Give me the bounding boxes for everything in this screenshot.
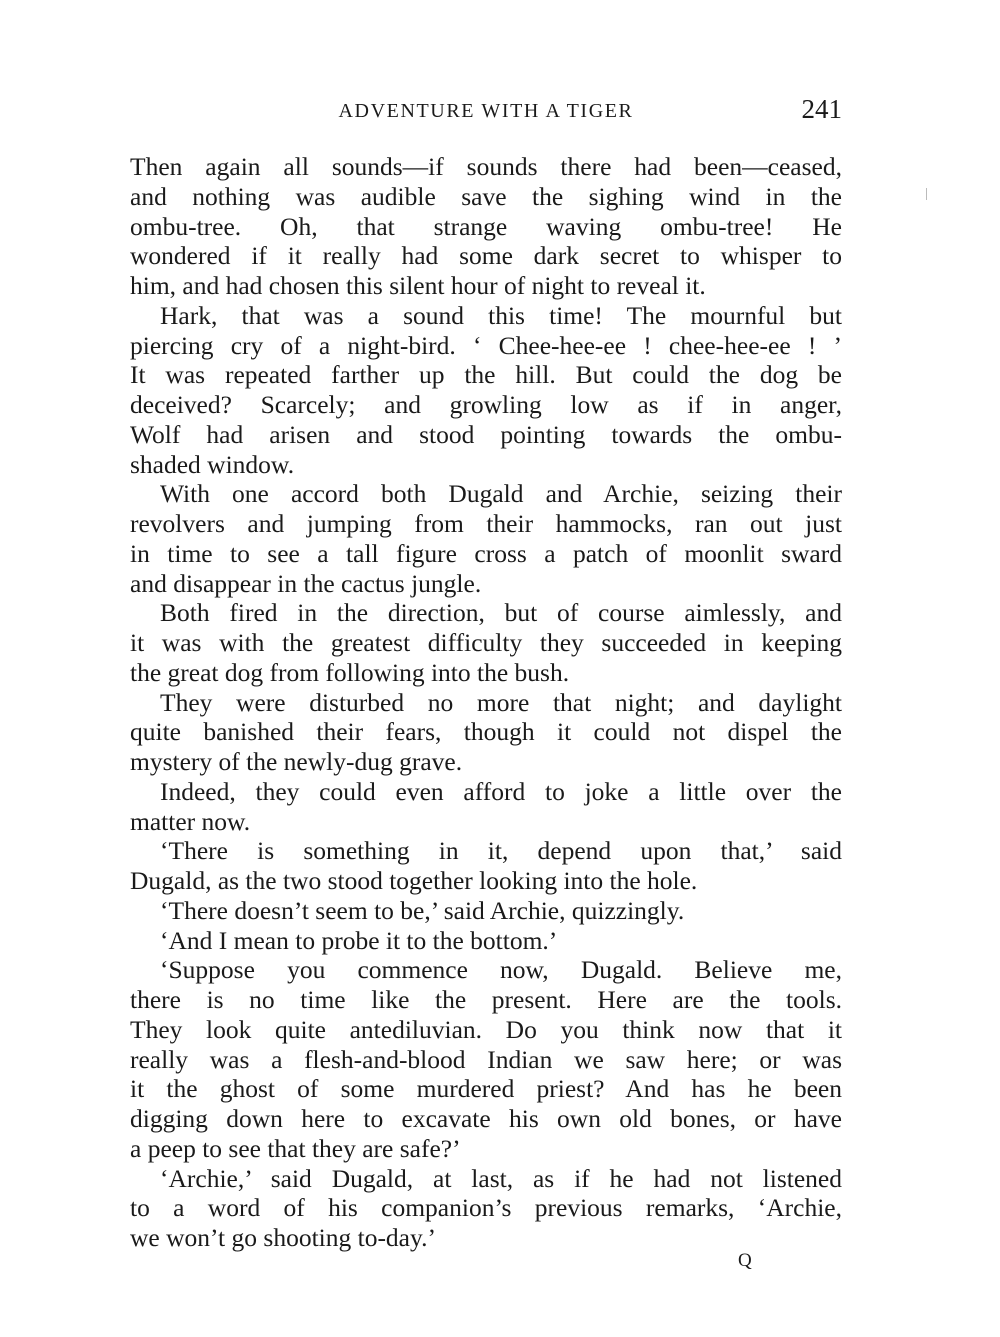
page-number: 241 — [801, 94, 842, 124]
text-line: ‘Archie,’ said Dugald, at last, as if he had not listened — [160, 1163, 842, 1193]
text-line: a peep to see that they are safe?’ — [130, 1133, 461, 1163]
text-line: wondered if it really had some dark secret to whisper to — [130, 241, 842, 271]
text-line: Wolf had arisen and stood pointing towards the ombu- — [130, 419, 842, 449]
text-line: him, and had chosen this silent hour of night to reveal it. — [130, 271, 706, 300]
text-line: mystery of the newly-dug grave. — [130, 747, 463, 776]
text-line: deceived? Scarcely; and growling low as if in anger, — [130, 390, 842, 419]
text-line: ‘There is something in it, depend upon that,’ said — [160, 836, 842, 866]
text-line: and disappear in the cactus jungle. — [130, 568, 482, 598]
running-title: ADVENTURE WITH A TIGER — [338, 100, 634, 122]
text-line: to a word of his companion’s previous remarks, ‘Archie, — [130, 1193, 842, 1223]
text-line: Then again all sounds—if sounds there had been—ceased, — [130, 152, 842, 181]
text-line: digging down here to excavate his own old bones, or have — [130, 1104, 842, 1133]
text-line: ombu-tree. Oh, that strange waving ombu-tree! He — [130, 211, 842, 241]
text-line: it the ghost of some murdered priest? And has he been — [130, 1074, 842, 1104]
text-line: Dugald, as the two stood together looking into the hole. — [130, 866, 698, 895]
text-line: the great dog from following into the bush. — [130, 657, 570, 687]
text-line: there is no time like the present. Here are the tools. — [130, 985, 842, 1014]
text-line: Indeed, they could even afford to joke a little over the — [160, 776, 842, 806]
text-line: They look quite antediluvian. Do you think now that it — [130, 1014, 842, 1044]
text-line: ‘There doesn’t seem to be,’ said Archie, quizzingly. — [160, 895, 685, 925]
text-line: ‘And I mean to probe it to the bottom.’ — [160, 925, 558, 955]
text-line: Hark, that was a sound this time! The mournful but — [160, 300, 842, 330]
text-line: really was a flesh-and-blood Indian we saw here; or was — [130, 1044, 842, 1074]
text-line: It was repeated farther up the hill. But could the dog be — [130, 360, 842, 390]
text-line: With one accord both Dugald and Archie, seizing their — [160, 479, 842, 509]
body-text — [130, 152, 842, 1253]
text-line: it was with the greatest difficulty they succeeded in keeping — [130, 628, 842, 657]
text-line: piercing cry of a night-bird. ‘ Chee-hee-ee ! chee-hee-ee ! ’ — [130, 330, 842, 360]
text-line: They were disturbed no more that night; and daylight — [160, 687, 842, 717]
text-line: quite banished their fears, though it could not dispel the — [130, 717, 842, 747]
margin-mark — [926, 188, 927, 200]
text-line: revolvers and jumping from their hammocks, ran out just — [130, 509, 842, 538]
text-line: Both fired in the direction, but of course aimlessly, and — [160, 598, 842, 628]
running-head — [130, 94, 842, 128]
text-line: in time to see a tall figure cross a patch of moonlit sward — [130, 538, 842, 568]
text-line: we won’t go shooting to-day.’ — [130, 1223, 436, 1252]
text-line: matter now. — [130, 806, 251, 836]
text-line: and nothing was audible save the sighing wind in the — [130, 181, 842, 211]
text-line: ‘Suppose you commence now, Dugald. Believe me, — [160, 955, 842, 985]
text-line: shaded window. — [130, 449, 295, 479]
signature-mark: Q — [738, 1250, 752, 1271]
